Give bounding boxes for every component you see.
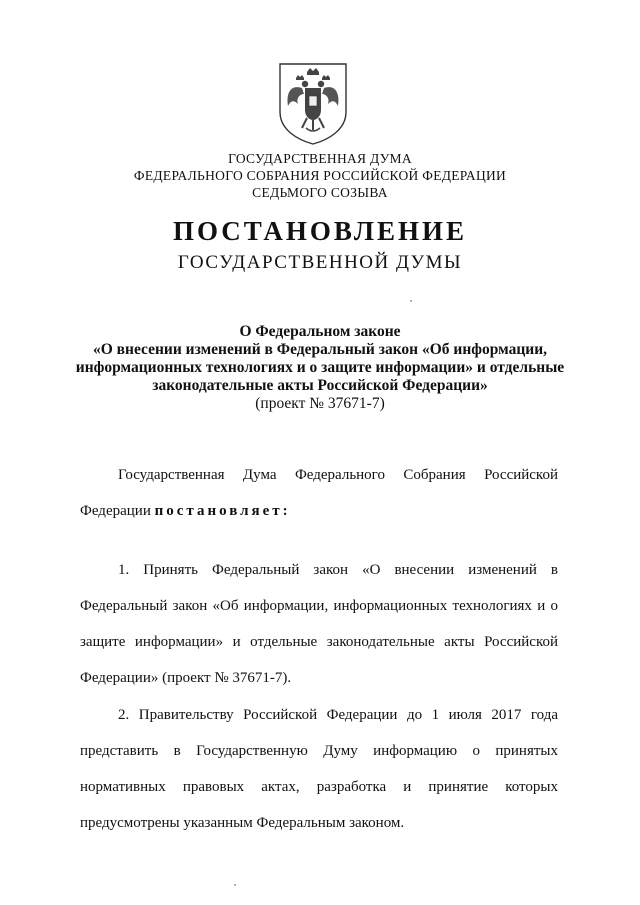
subject-line-2: «О внесении изменений в Федеральный закон «Об информации, xyxy=(93,341,547,358)
scan-speck xyxy=(410,300,412,302)
item2-line-1: 2. Правительству Российской Федерации до 1 июля 2017 года xyxy=(118,707,558,723)
paragraph-2 xyxy=(80,705,558,849)
document-subtitle: ГОСУДАРСТВЕННОЙ ДУМЫ xyxy=(177,252,463,273)
item1-line-4: Федерации» (проект № 37671-7). xyxy=(80,670,292,686)
subject-line-1: О Федеральном законе xyxy=(239,323,401,340)
header-line-2: ФЕДЕРАЛЬНОГО СОБРАНИЯ РОССИЙСКОЙ ФЕДЕРАЦИИ xyxy=(133,168,507,183)
item1-line-2: Федеральный закон «Об информации, информационных технологиях и о xyxy=(80,598,558,614)
item1-line-1: 1. Принять Федеральный закон «О внесении изменений в xyxy=(118,562,558,578)
scan-speck xyxy=(234,884,236,886)
item2-line-4: предусмотрены указанным Федеральным законом. xyxy=(80,815,405,831)
item2-line-2: представить в Государственную Думу информацию о принятых xyxy=(80,743,558,759)
preamble-line-2 xyxy=(80,501,558,537)
resolves-word: постановляет: xyxy=(154,503,291,519)
header-line-1: ГОСУДАРСТВЕННАЯ ДУМА xyxy=(228,151,412,166)
preamble-line-1: Государственная Дума Федерального Собрания Российской xyxy=(118,467,558,483)
header-line-3: СЕДЬМОГО СОЗЫВА xyxy=(252,185,388,200)
preamble-line-2-start: Федерации xyxy=(80,503,151,519)
document-title: ПОСТАНОВЛЕНИЕ xyxy=(172,216,468,246)
subject-line-4: законодательные акты Российской Федерации» xyxy=(152,377,488,394)
subject-line-5: (проект № 37671-7) xyxy=(255,395,385,412)
parliament-header xyxy=(0,150,640,201)
subject-line-3: информационных технологиях и о защите информации» и отдельные xyxy=(75,359,565,376)
item2-line-3: нормативных правовых актах, разработка и принятие которых xyxy=(80,779,558,795)
preamble xyxy=(80,465,558,537)
coat-of-arms-emblem xyxy=(276,60,350,146)
item1-line-3: защите информации» и отдельные законодательные акты Российской xyxy=(80,634,558,650)
resolution-subject xyxy=(60,323,580,413)
paragraph-1 xyxy=(80,560,558,704)
